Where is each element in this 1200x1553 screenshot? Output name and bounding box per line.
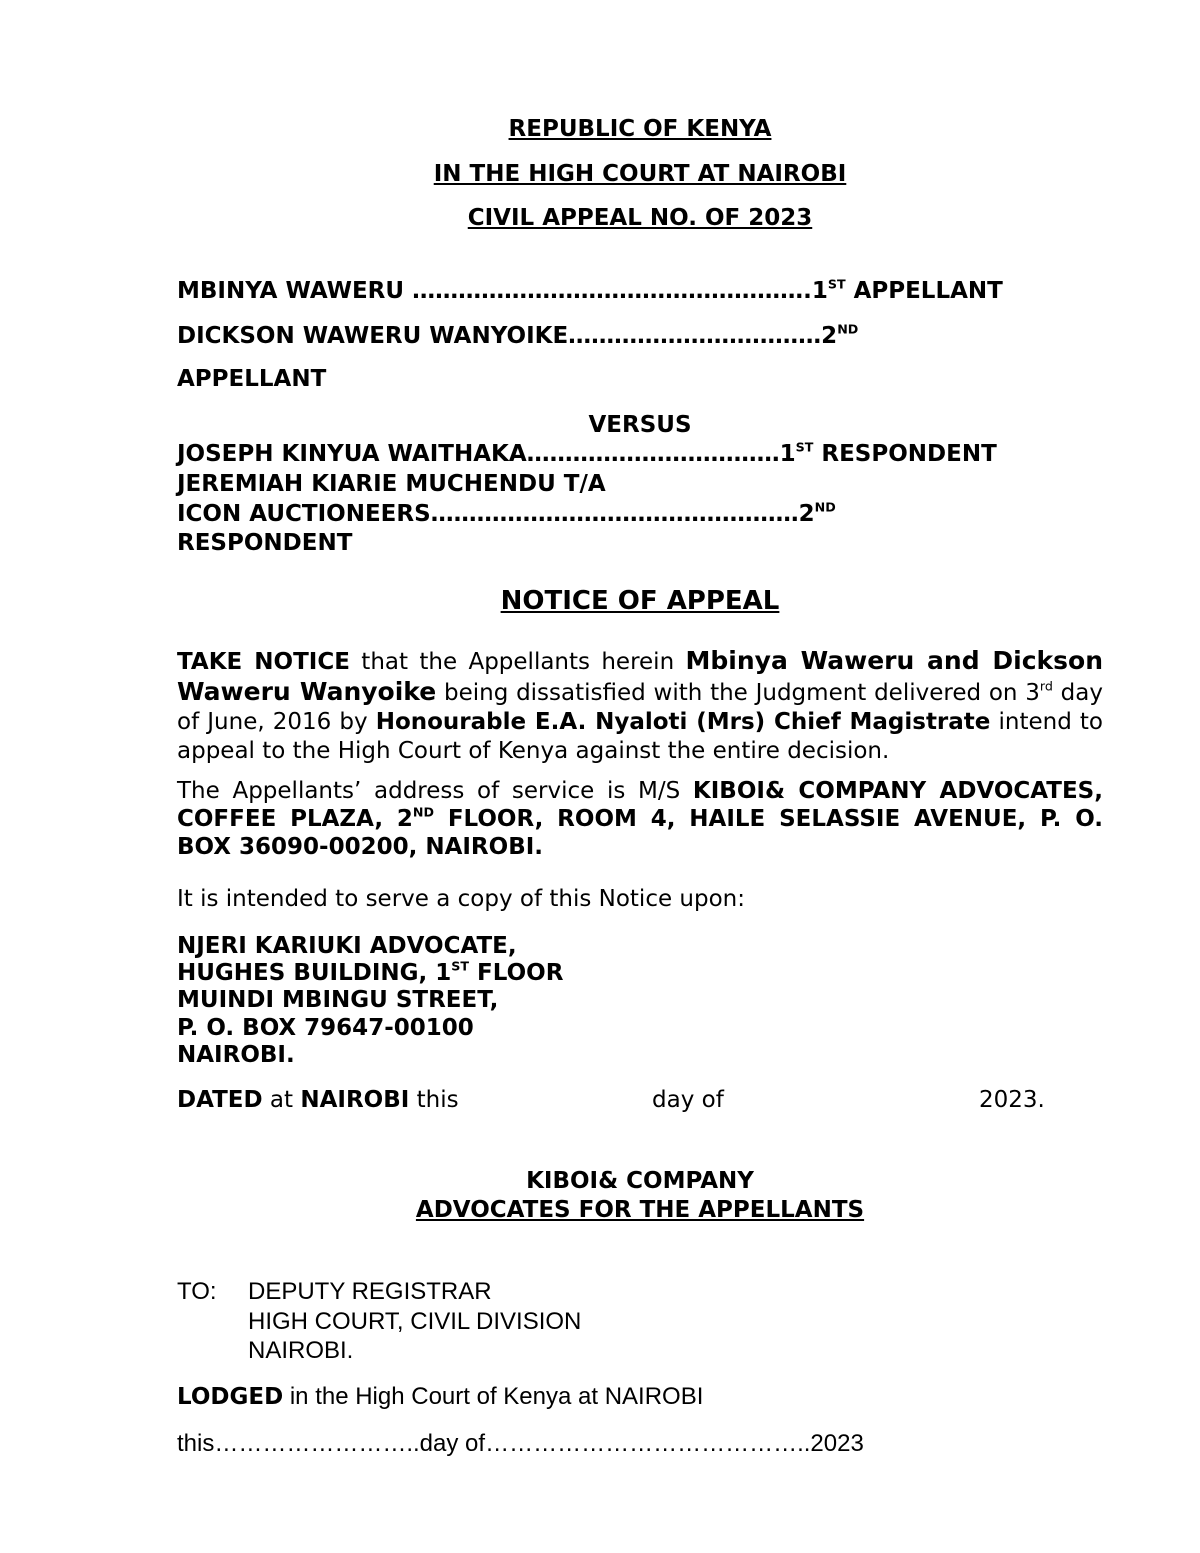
serve-address-line2 [177, 960, 563, 986]
to-line1: DEPUTY REGISTRAR [248, 1278, 492, 1305]
notice-text-3: day of June, 2016 by [177, 680, 1103, 735]
magistrate-name: Honourable E.A. Nyaloti (Mrs) Chief Magistrate [375, 709, 991, 735]
take-notice-label: TAKE NOTICE [177, 649, 350, 675]
serve-address-line5: NAIROBI. [177, 1042, 295, 1068]
lodged-text: in the High Court of Kenya at NAIROBI [283, 1383, 704, 1410]
header-court: IN THE HIGH COURT AT NAIROBI [433, 161, 847, 187]
respondent-1-dots: …………………………… [526, 441, 780, 467]
appellant-1-role: APPELLANT [845, 278, 1003, 304]
header-republic: REPUBLIC OF KENYA [508, 116, 772, 142]
appellant-2-role: APPELLANT [177, 366, 327, 392]
appellant-2-dots: …………………………… [568, 323, 822, 349]
appellant-names: Mbinya Waweru and Dickson Waweru Wanyoike [177, 646, 1103, 706]
appellant-2-ordinal: 2 [821, 323, 838, 349]
respondent-2-line1: JEREMIAH KIARIE MUCHENDU T/A [177, 471, 606, 497]
respondent-1-name: JOSEPH KINYUA WAITHAKA [177, 441, 527, 467]
serve-address-floor-suffix: ST [451, 958, 470, 974]
notice-title: NOTICE OF APPEAL [500, 586, 780, 616]
address-bold-2: FLOOR, ROOM 4, HAILE SELASSIE AVENUE, P. O. BOX 36090-00200, NAIROBI. [177, 806, 1103, 860]
respondent-1 [177, 441, 997, 467]
appellant-1-ordinal: 1 [811, 278, 828, 304]
notice-text-4: intend to appeal to the High Court of Kenya against the entire decision. [177, 709, 1103, 764]
appellant-1-dots: ……………………………………………. [412, 278, 812, 304]
appellant-1 [177, 278, 1003, 304]
appellant-2-ordinal-suffix: ND [837, 321, 859, 337]
appellant-2 [177, 323, 858, 349]
respondent-2-dots: ………………………………………… [430, 501, 799, 527]
appellant-1-ordinal-suffix: ST [827, 276, 846, 292]
serve-address-line1: NJERI KARIUKI ADVOCATE, [177, 933, 517, 959]
notice-text-2: being dissatisfied with the Judgment delivered on 3 [436, 680, 1040, 706]
lodged-date-line: this……………………..day of…………………………………..2023 [177, 1430, 864, 1457]
dated-label: DATED [177, 1087, 263, 1113]
respondent-2 [177, 501, 836, 527]
serve-address-line3: MUINDI MBINGU STREET, [177, 987, 499, 1013]
respondent-2-name: ICON AUCTIONEERS [177, 501, 431, 527]
to-line3: NAIROBI. [248, 1337, 354, 1364]
lodged-label: LODGED [177, 1384, 284, 1410]
signature-firm: KIBOI& COMPANY [526, 1168, 754, 1194]
respondent-2-ordinal: 2 [798, 501, 815, 527]
appellant-1-name: MBINYA WAWERU [177, 278, 413, 304]
address-bold-1: KIBOI& COMPANY ADVOCATES, COFFEE PLAZA, 2 [177, 778, 1103, 832]
dated-day-of: day of [652, 1087, 724, 1113]
dated-line [177, 1087, 459, 1113]
serve-address-building: HUGHES BUILDING, 1 [177, 960, 452, 986]
header-case-number: CIVIL APPEAL NO. OF 2023 [467, 205, 813, 231]
serve-address-line4: P. O. BOX 79647-00100 [177, 1015, 474, 1041]
respondent-2-role: RESPONDENT [177, 530, 353, 556]
dated-at: at [262, 1087, 301, 1113]
dated-this: this [409, 1087, 459, 1113]
serve-address-floor: FLOOR [469, 960, 564, 986]
signature-role: ADVOCATES FOR THE APPELLANTS [415, 1197, 865, 1223]
versus-label: VERSUS [588, 412, 692, 438]
dated-place: NAIROBI [300, 1087, 410, 1113]
appellant-2-name: DICKSON WAWERU WANYOIKE [177, 323, 569, 349]
respondent-2-ordinal-suffix: ND [814, 499, 836, 515]
dated-year: 2023. [979, 1087, 1045, 1113]
to-label: TO: [177, 1278, 217, 1305]
address-of-service [177, 777, 1103, 861]
to-line2: HIGH COURT, CIVIL DIVISION [248, 1308, 582, 1335]
notice-paragraph [177, 646, 1103, 766]
respondent-1-ordinal: 1 [779, 441, 796, 467]
floor-ordinal-suffix: ND [412, 804, 434, 820]
address-text: The Appellants’ address of service is M/S [177, 778, 693, 804]
lodged-line [177, 1383, 703, 1411]
notice-text-1: that the Appellants herein [349, 649, 686, 675]
date-ordinal-suffix: rd [1039, 678, 1053, 694]
serve-intro: It is intended to serve a copy of this Notice upon: [177, 886, 746, 912]
respondent-1-ordinal-suffix: ST [795, 439, 814, 455]
respondent-1-role: RESPONDENT [813, 441, 997, 467]
